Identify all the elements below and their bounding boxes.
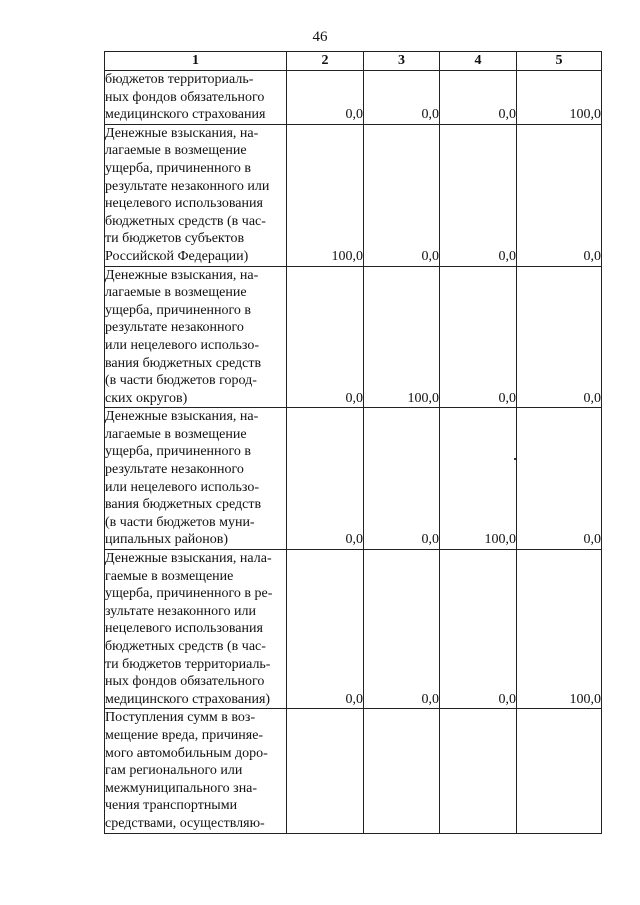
value-cell: 0,0 [287,550,364,709]
value-cell: 0,0 [440,124,517,266]
value-cell [364,709,440,833]
column-header-1: 1 [105,52,287,71]
budget-table [104,51,602,834]
description-line: вания бюджетных средств [105,355,262,371]
row-description [105,266,287,408]
description-line: или нецелевого использо- [105,337,259,353]
row-description [105,709,287,833]
column-header-5: 5 [517,52,602,71]
value-cell: 0,0 [287,408,364,550]
description-line: ущерба, причиненного в ре- [105,586,273,602]
value-cell: 0,0 [517,408,602,550]
row-description [105,550,287,709]
description-line: зультате незаконного или [105,603,256,619]
value-cell: 0,0 [440,71,517,125]
column-header-4: 4 [440,52,517,71]
value-cell: 0,0 [440,550,517,709]
value-cell: 0,0 [440,266,517,408]
value-cell: 0,0 [364,408,440,550]
description-line: ти бюджетов территориаль- [105,656,271,672]
table-row [105,709,602,833]
page-number: 46 [312,29,328,45]
description-line: межмуниципального зна- [105,780,258,796]
description-line: нецелевого использования [105,621,263,637]
description-line: результате незаконного [105,462,244,478]
description-line: или нецелевого использо- [105,479,259,495]
description-line: (в части бюджетов город- [105,373,257,389]
description-line: ципальных районов) [105,532,229,548]
value-cell: 0,0 [517,124,602,266]
table-row [105,124,602,266]
description-line: чения транспортными [105,798,238,814]
value-cell: 0,0 [287,71,364,125]
description-line: нецелевого использования [105,196,263,212]
description-line: мещение вреда, причиняе- [105,727,264,743]
value-cell: 0,0 [364,71,440,125]
description-line: ущерба, причиненного в [105,444,252,460]
description-line: ти бюджетов субъектов [105,231,245,247]
value-cell [287,709,364,833]
description-line: бюджетов территориаль- [105,72,254,87]
description-line: гаемые в возмещение [105,568,234,584]
header-row [105,52,602,71]
value-cell [440,709,517,833]
value-cell [517,709,602,833]
scan-speck [514,458,516,460]
column-header-2: 2 [287,52,364,71]
table-row [105,408,602,550]
description-line: ных фондов обязательного [105,89,265,105]
value-cell: 0,0 [364,124,440,266]
description-line: результате незаконного [105,320,244,336]
value-cell: 100,0 [287,124,364,266]
value-cell: 0,0 [287,266,364,408]
description-line: бюджетных средств (в час- [105,213,266,229]
description-line: Денежные взыскания, нала- [105,551,272,567]
description-line: Денежные взыскания, на- [105,409,259,425]
table-row [105,71,602,125]
table-row [105,266,602,408]
value-cell: 100,0 [517,71,602,125]
description-line: Российской Федерации) [105,248,249,264]
description-line: вания бюджетных средств [105,497,262,513]
description-line: ных фондов обязательного [105,674,265,690]
value-cell: 100,0 [517,550,602,709]
description-line: медицинского страхования [105,107,266,123]
description-line: ских округов) [105,390,188,406]
description-line: средствами, осуществляю- [105,815,265,831]
description-line: ущерба, причиненного в [105,160,252,176]
description-line: результате незаконного или [105,178,270,194]
description-line: мого автомобильным доро- [105,745,268,761]
row-description [105,408,287,550]
description-line: бюджетных средств (в час- [105,639,266,654]
value-cell: 100,0 [440,408,517,550]
value-cell: 0,0 [364,550,440,709]
value-cell: 100,0 [364,266,440,408]
table-row [105,550,602,709]
description-line: лагаемые в возмещение [105,426,247,442]
description-line: гам регионального или [105,763,243,779]
column-header-3: 3 [364,52,440,71]
description-line: лагаемые в возмещение [105,285,247,301]
description-line: Поступления сумм в воз- [105,710,256,726]
value-cell: 0,0 [517,266,602,408]
description-line: Денежные взыскания, на- [105,125,259,141]
description-line: лагаемые в возмещение [105,143,247,159]
row-description [105,71,287,125]
description-line: Денежные взыскания, на- [105,267,259,283]
description-line: ущерба, причиненного в [105,302,252,318]
description-line: (в части бюджетов муни- [105,514,255,530]
row-description [105,124,287,266]
description-line: медицинского страхования) [105,691,271,707]
